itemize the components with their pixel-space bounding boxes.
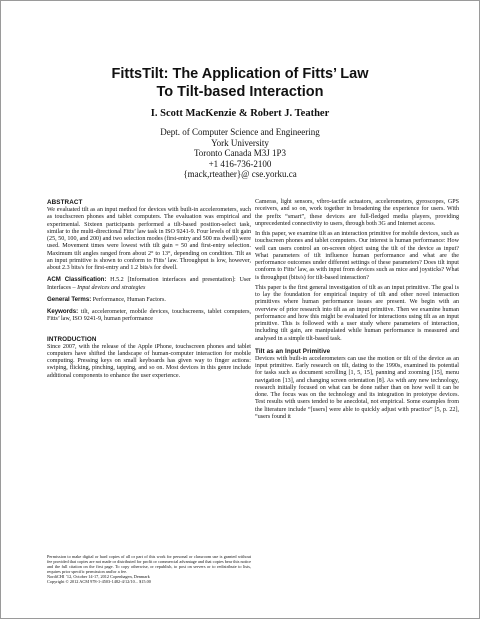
affiliation-phone: +1 416-736-2100 [208,158,272,169]
keywords-text: tilt, accelerometer, mobile devices, touchscreens, tablet computers, Fitts’ law, ISO 9241-9, human performance [47,309,251,323]
right-paragraph-1: Cameras, light sensors, vibro-tactile actuators, accelerometers, gyroscopes, GPS receivers, and so on, work together in broadening the experience for users. With the prefix “smart”, these devices are full-fledged media players, providing unprecedented connectivity to users, through both 3G and Internet access. [255,199,459,227]
affiliation-block [1,127,479,180]
right-column [255,199,459,421]
affiliation-dept: Dept. of Computer Science and Engineering [160,127,320,137]
left-column [47,199,251,380]
title-line-2: To Tilt-based Interaction [156,84,324,100]
authors: I. Scott MacKenzie & Robert J. Teather [150,108,330,119]
abstract-text: We evaluated tilt as an input method for devices with built-in accelerometers, such as touchscreen phones and tablet computers. The evaluation was empirical and experimental. Sixteen participants performed a tilt-based position-select task, similar to the multi-directional Fitts’ law task in ISO 9241-9. Four levels of tilt gain (25, 50, 100, and 200) and two selection modes (first-entry and 500 ms dwell) were used. Movement times were lowest with tilt gain = 50 and first-entry selection. Maximum tilt angles ranged from about 2° to 13°, depending on condition. Tilt as an input primitive is shown to conform to Fitts’ law. Throughput is low, however, about 2.3 bits/s for first-entry and 1.2 bits/s for dwell. [47,207,251,271]
title-line-1: FittsTilt: The Application of Fitts’ Law [111,66,369,82]
affiliation-email: {mack,rteather}@ cse.yorku.ca [183,169,297,180]
keywords-label: Keywords: [47,308,79,315]
abstract-heading: ABSTRACT [47,199,83,206]
right-paragraph-2: In this paper, we examine tilt as an interaction primitive for mobile devices, such as touchscreen phones and tablet computers. Our interest is human performance: How well can users control an on-screen object using the tilt of the device as input? What parameters of tilt influence human performance and what are the performance outcomes under different settings of these parameters? Does tilt input conform to Fitts’ law, as with input from devices such as mice and joysticks? What is throughput (bits/s) for tilt-based interaction? [255,231,459,281]
tilt-primitive-heading: Tilt as an Input Primitive [255,347,331,355]
keywords [47,308,251,324]
paper-title [1,65,479,101]
right-paragraph-4: Devices with built-in accelerometers can use the motion or tilt of the device as an input primitive. Early research on tilt, dating to the 1990s, examined its potential for tasks such as document scrolling [1, 5, 15], panning and zooming [15], menu navigation [13], and changing screen orientation [8]. As with any new technology, research initially focused on what can be done rather than on how well it can be done. The focus was on the technology and its integration in prototype devices. Test results with users tended to be anecdotal, not empirical. Some examples from the literature include “[users] were able to quickly adjust with practice” [5, p. 22], “users found it [255,355,459,420]
conference-line: NordiCHI ’12, October 14-17, 2012 Copenhagen, Denmark [47,574,150,580]
general-terms [47,296,251,304]
terms-text: Performance, Human Factors. [92,296,166,303]
introduction-text: Since 2007, with the release of the Apple iPhone, touchscreen phones and tablet computers have shifted the landscape of human-computer interaction for mobile computing. Pressing keys on small keyboards has given way to finger actions: swiping, flicking, pinching, tapping, and so on. Most devices in this genre include additional components to enhance the user experience. [47,343,251,379]
permission-text: Permission to make digital or hard copies of all or part of this work for personal or classroom use is granted without fee provided that copies are not made or distributed for profit or commercial advantage and that copies bear this notice and the full citation on the first page. To copy otherwise, or republish, to post on servers or to redistribute to lists, requires prior specific permission and/or a fee. [47,554,251,575]
acm-label: ACM Classification: [47,276,107,284]
terms-label: General Terms: [47,295,92,303]
copyright-notice [47,554,251,585]
acm-text: H.5.2 [Information interfaces and presentation]: User Interfaces – [47,277,251,291]
right-paragraph-3: This paper is the first general investigation of tilt as an input primitive. The goal is to lay the foundation for empirical inquiry of tilt and other novel interaction primitives where human performance issues are present. We begin with an overview of prior research into tilt as an input primitive. Then we examine human performance and how this might be evaluated for interactions using tilt as an input primitive. This is followed with a user study where parameters of interaction, including tilt gain, are manipulated while human performance is measured and analysed in a simple tilt-based task. [255,284,459,342]
acm-classification [47,276,251,292]
affiliation-university: York University [211,137,269,148]
affiliation-address: Toronto Canada M3J 1P3 [193,148,287,159]
acm-italic-text: Input devices and strategies [77,284,146,291]
introduction-heading: INTRODUCTION [47,335,97,343]
copyright-line: Copyright © 2012 ACM 978-1-4503-1482-4/12/10... $15.00 [47,579,151,585]
